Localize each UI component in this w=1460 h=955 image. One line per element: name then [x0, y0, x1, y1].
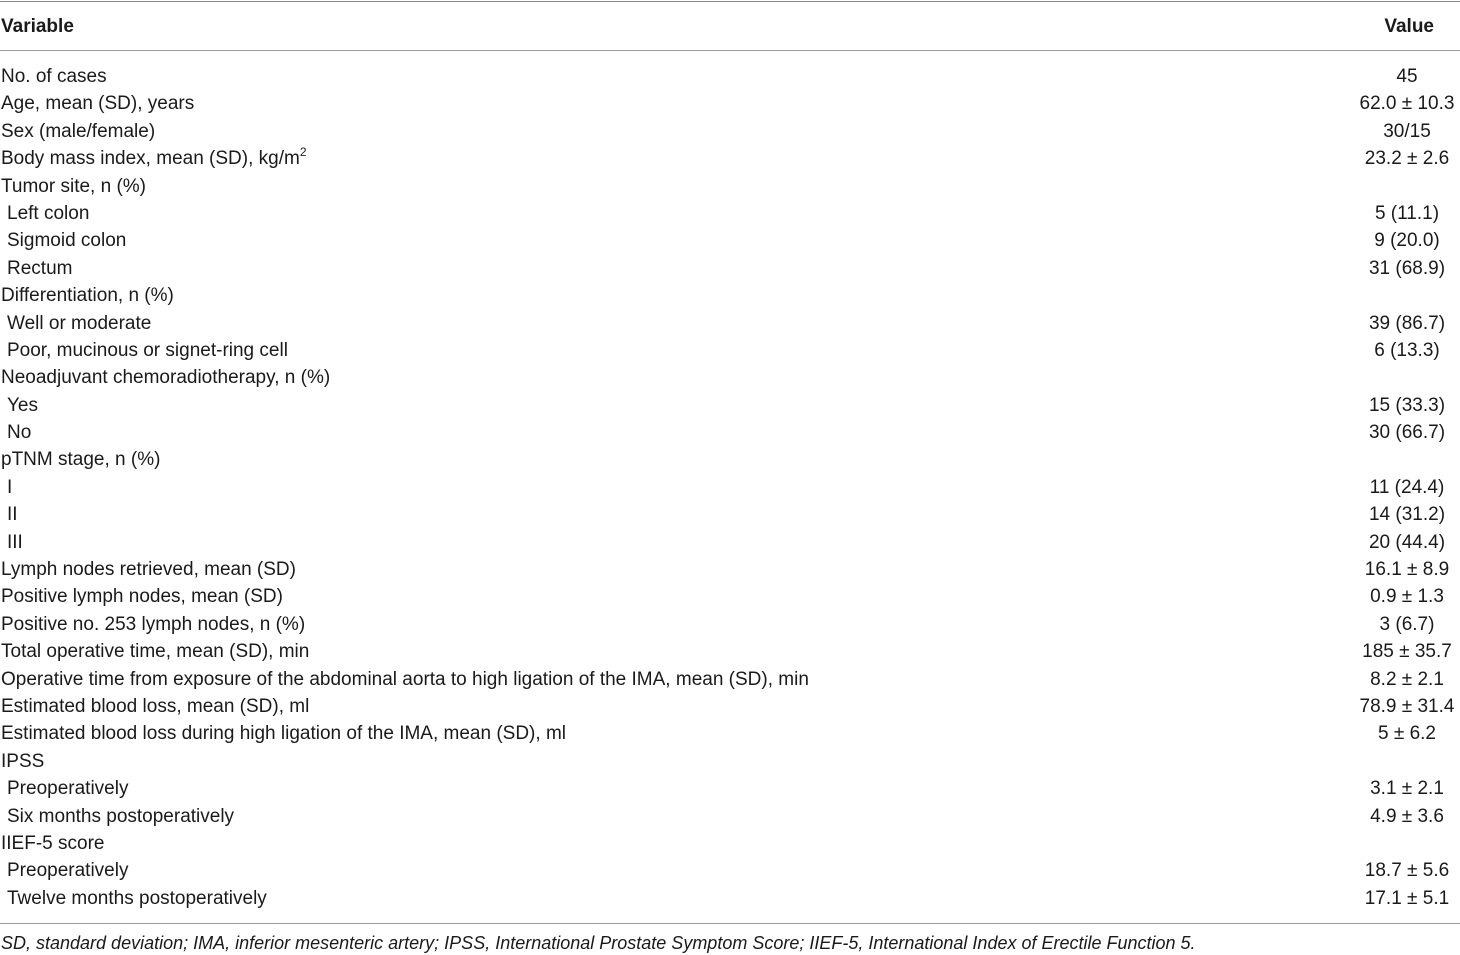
row-label-text: Sex (male/female) — [1, 120, 156, 142]
row-label — [1, 63, 107, 90]
row-label-text: II — [7, 504, 18, 526]
row-label — [7, 857, 128, 884]
row-label-text: IPSS — [1, 750, 45, 772]
row-label — [1, 556, 296, 583]
row-value: 8.2 ± 2.1 — [1370, 668, 1444, 690]
column-header-variable: Variable — [1, 16, 74, 37]
row-label — [1, 830, 104, 857]
table-header-row — [0, 12, 1460, 42]
table-row — [0, 583, 1460, 610]
row-value: 16.1 ± 8.9 — [1364, 559, 1450, 581]
row-value: 78.9 ± 31.4 — [1359, 695, 1455, 717]
table-row — [0, 118, 1460, 145]
table-top-rule — [0, 1, 1460, 2]
row-label — [1, 720, 566, 747]
row-label-text: Left colon — [7, 202, 90, 224]
row-label-superscript: 2 — [299, 145, 307, 160]
row-label — [7, 337, 288, 364]
row-value: 3 (6.7) — [1379, 613, 1435, 635]
table-row — [0, 885, 1460, 912]
row-label — [1, 145, 307, 172]
row-label — [7, 803, 234, 830]
row-label-text: I — [7, 476, 13, 498]
row-label — [7, 227, 126, 254]
row-label — [1, 364, 330, 391]
table-row — [0, 693, 1460, 720]
row-label — [1, 173, 146, 200]
table-row — [0, 446, 1460, 473]
row-label-text: Body mass index, mean (SD), kg/m — [1, 148, 300, 170]
table-row — [0, 63, 1460, 90]
row-label-text: No — [7, 422, 32, 444]
row-label — [7, 419, 31, 446]
row-value: 18.7 ± 5.6 — [1364, 860, 1450, 882]
table-row — [0, 720, 1460, 747]
row-label-text: Estimated blood loss during high ligation of the IMA, mean (SD), ml — [1, 723, 566, 745]
row-label — [7, 200, 89, 227]
table-row — [0, 666, 1460, 693]
table-body — [0, 63, 1460, 912]
row-label-text: Estimated blood loss, mean (SD), ml — [1, 695, 310, 717]
table-row — [0, 611, 1460, 638]
row-value: 45 — [1396, 66, 1418, 87]
row-value: 4.9 ± 3.6 — [1370, 805, 1444, 827]
table-row — [0, 337, 1460, 364]
row-label-text: Neoadjuvant chemoradiotherapy, n (%) — [1, 367, 331, 389]
row-label-text: Poor, mucinous or signet-ring cell — [7, 339, 288, 361]
row-value: 30 (66.7) — [1368, 422, 1446, 444]
table-row — [0, 556, 1460, 583]
table-header-rule — [0, 50, 1460, 51]
row-value: 185 ± 35.7 — [1362, 641, 1452, 663]
row-value: 6 (13.3) — [1374, 339, 1440, 361]
row-label — [7, 885, 267, 912]
row-label-text: Tumor site, n (%) — [1, 175, 146, 197]
table-row — [0, 90, 1460, 117]
row-value: 3.1 ± 2.1 — [1370, 778, 1444, 800]
table-row — [0, 392, 1460, 419]
row-label-text: IIEF-5 score — [1, 832, 105, 854]
row-label-text: Twelve months postoperatively — [7, 887, 267, 909]
row-label — [1, 693, 309, 720]
column-header-value: Value — [1384, 16, 1434, 37]
row-label — [7, 392, 38, 419]
row-value: 20 (44.4) — [1368, 531, 1446, 553]
row-value: 5 ± 6.2 — [1378, 723, 1436, 745]
table-footnote: SD, standard deviation; IMA, inferior mesenteric artery; IPSS, International Prostate Symptom Score; IIEF-5, International Index of Erectile Function 5. — [1, 933, 1196, 953]
table-row — [0, 775, 1460, 802]
row-value: 39 (86.7) — [1368, 312, 1446, 334]
table-row — [0, 857, 1460, 884]
row-label — [7, 474, 12, 501]
row-label-text: Lymph nodes retrieved, mean (SD) — [1, 559, 296, 581]
row-label — [1, 611, 305, 638]
row-label-text: Positive lymph nodes, mean (SD) — [1, 586, 283, 608]
row-label-text: Operative time from exposure of the abdominal aorta to high ligation of the IMA, mean (SD), min — [1, 668, 809, 690]
row-label-text: Sigmoid colon — [7, 230, 127, 252]
table-row — [0, 830, 1460, 857]
row-value: 31 (68.9) — [1368, 257, 1446, 279]
table-bottom-rule — [0, 923, 1460, 924]
table-row — [0, 501, 1460, 528]
row-label-text: III — [7, 531, 23, 553]
row-value: 15 (33.3) — [1368, 394, 1446, 416]
row-label — [7, 529, 23, 556]
table-row — [0, 145, 1460, 172]
table-row — [0, 227, 1460, 254]
row-value: 62.0 ± 10.3 — [1359, 93, 1455, 115]
table-row — [0, 282, 1460, 309]
table-row — [0, 638, 1460, 665]
table-row — [0, 529, 1460, 556]
row-label — [1, 90, 194, 117]
row-label — [7, 310, 151, 337]
row-label — [1, 282, 174, 309]
row-label-text: Preoperatively — [7, 778, 129, 800]
row-label-text: Six months postoperatively — [7, 805, 235, 827]
table-row — [0, 364, 1460, 391]
row-label-text: Total operative time, mean (SD), min — [1, 641, 310, 663]
row-value: 9 (20.0) — [1374, 230, 1440, 252]
row-label-text: Preoperatively — [7, 860, 129, 882]
row-label-text: No. of cases — [1, 66, 107, 87]
table-row — [0, 310, 1460, 337]
row-label — [1, 748, 44, 775]
row-value: 11 (24.4) — [1369, 476, 1445, 498]
table-row — [0, 419, 1460, 446]
row-label — [7, 775, 128, 802]
row-label — [7, 255, 72, 282]
row-value: 5 (11.1) — [1374, 202, 1440, 224]
row-label — [7, 501, 18, 528]
table-row — [0, 200, 1460, 227]
table-row — [0, 255, 1460, 282]
table-row — [0, 803, 1460, 830]
row-label-text: Differentiation, n (%) — [1, 285, 174, 307]
row-label-text: Rectum — [7, 257, 73, 279]
row-value: 17.1 ± 5.1 — [1364, 887, 1450, 909]
row-value: 0.9 ± 1.3 — [1370, 586, 1444, 608]
table-row — [0, 748, 1460, 775]
row-label — [1, 666, 809, 693]
row-label — [1, 638, 309, 665]
row-value: 14 (31.2) — [1368, 504, 1446, 526]
row-label-text: Positive no. 253 lymph nodes, n (%) — [1, 613, 306, 635]
row-label-text: Age, mean (SD), years — [1, 93, 195, 115]
row-label-text: Well or moderate — [7, 312, 152, 334]
row-label — [1, 118, 155, 145]
row-label — [1, 583, 283, 610]
row-value: 30/15 — [1383, 120, 1431, 142]
row-label — [1, 446, 160, 473]
row-label-text: Yes — [7, 394, 38, 416]
row-label-text: pTNM stage, n (%) — [1, 449, 161, 471]
table-row — [0, 173, 1460, 200]
row-value: 23.2 ± 2.6 — [1364, 148, 1450, 170]
table-row — [0, 474, 1460, 501]
